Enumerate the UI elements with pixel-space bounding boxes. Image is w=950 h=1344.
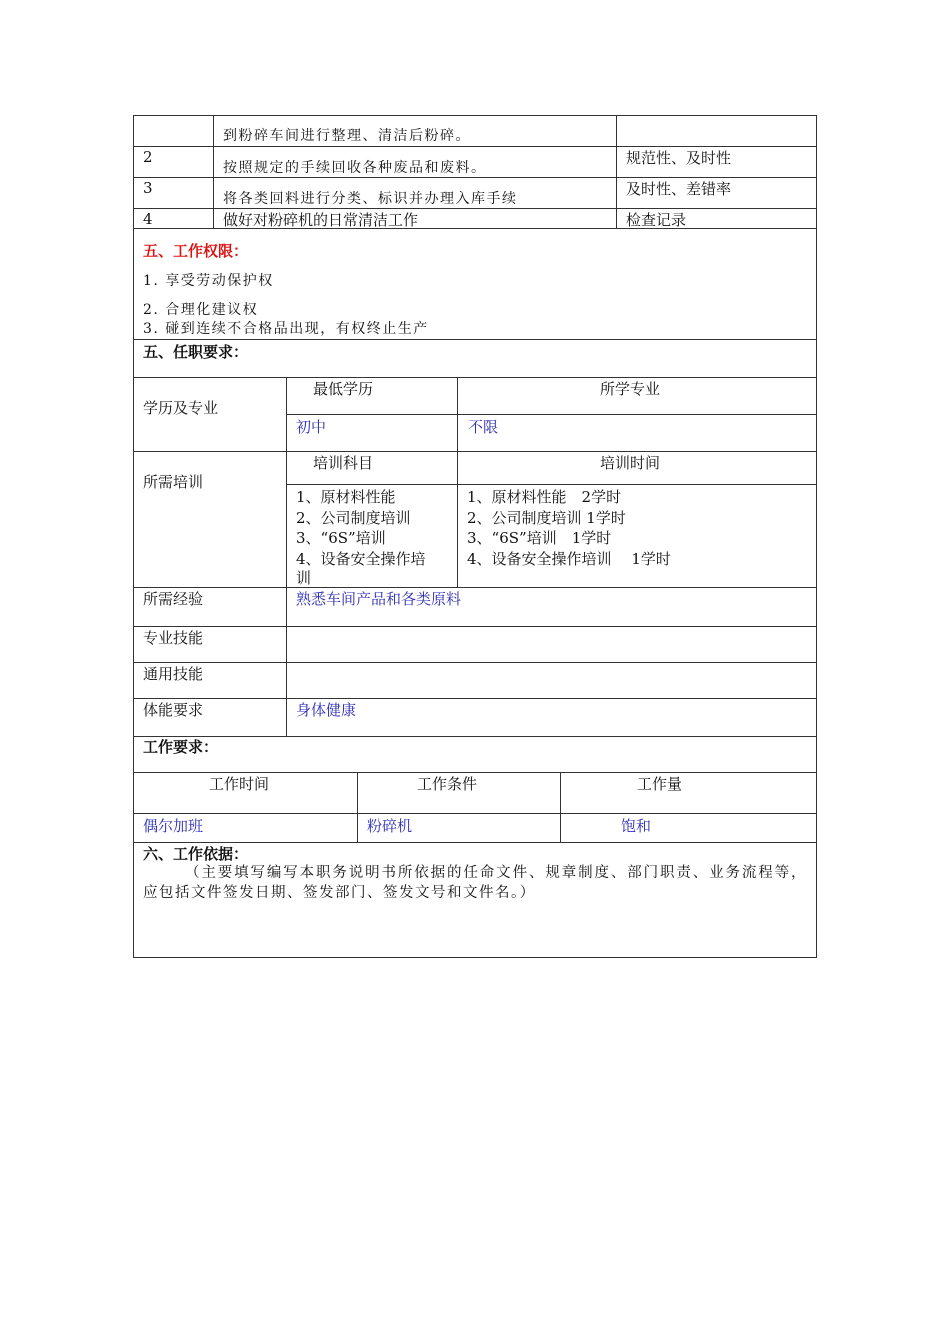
row-divider [133,626,817,627]
row-divider [133,377,817,378]
education-value: 初中 [296,418,327,436]
education-label: 学历及专业 [143,399,219,417]
professional-skills-label: 专业技能 [143,629,204,647]
duty-content: 按照规定的手续回收各种废品和废料。 [223,160,487,176]
training-subject: 1、原材料性能 [296,488,396,506]
row-divider [133,772,817,773]
physical-value: 身体健康 [296,701,357,719]
training-subject: 2、公司制度培训 [296,509,411,527]
duty-number: 4 [143,210,153,228]
duty-number: 3 [143,179,153,197]
basis-title: 六、工作依据： [143,845,249,863]
col-divider [357,772,358,842]
row-divider [133,698,817,699]
workload-header: 工作量 [637,775,683,793]
duty-standard: 及时性、差错率 [626,180,732,198]
row-divider [133,146,817,147]
work-time-header: 工作时间 [209,775,270,793]
col-divider [560,772,561,842]
training-time: 4、设备安全操作培训 1学时 [467,550,671,568]
col-divider [213,115,214,229]
duty-standard: 规范性、及时性 [626,149,732,167]
work-condition-header: 工作条件 [417,775,478,793]
row-divider [133,662,817,663]
experience-value: 熟悉车间产品和各类原料 [296,590,462,608]
basis-text: （主要填写编写本职务说明书所依据的任命文件、规章制度、部门职责、业务流程等，应包括文件签发日期、签发部门、签发文号和文件名。） [143,865,807,901]
authority-item: 3. 碰到连续不合格品出现，有权终止生产 [143,321,429,337]
workload-value: 饱和 [621,817,652,835]
training-label: 所需培训 [143,473,204,491]
duty-number: 2 [143,148,153,166]
authority-item: 1. 享受劳动保护权 [143,273,274,289]
duty-content: 将各类回料进行分类、标识并办理入库手续 [223,191,518,207]
duty-content: 到粉碎车间进行整理、清洁后粉碎。 [223,128,471,144]
row-divider [133,842,817,843]
row-divider [133,451,817,452]
education-header: 最低学历 [313,380,374,398]
row-divider [133,339,817,340]
major-value: 不限 [468,418,499,436]
row-divider [133,813,817,814]
training-subject: 3、“6S”培训 [296,529,386,547]
training-subject: 4、设备安全操作培 [296,550,426,568]
authority-item: 2. 合理化建议权 [143,302,259,318]
col-divider [457,451,458,587]
training-time: 3、“6S”培训 1学时 [467,529,612,547]
row-divider [133,736,817,737]
training-time: 2、公司制度培训 1学时 [467,509,626,527]
physical-label: 体能要求 [143,701,204,719]
work-requirements-title: 工作要求： [143,738,219,756]
major-header: 所学专业 [600,380,661,398]
work-condition-value: 粉碎机 [367,817,413,835]
row-divider [286,484,817,485]
experience-label: 所需经验 [143,590,204,608]
requirements-title: 五、任职要求： [143,343,249,361]
duty-content: 做好对粉碎机的日常清洁工作 [223,211,419,229]
col-divider [286,377,287,736]
training-time: 1、原材料性能 2学时 [467,488,622,506]
training-subject: 训 [296,569,312,587]
authority-title: 五、工作权限： [143,242,249,260]
row-divider [133,587,817,588]
training-subject-header: 培训科目 [313,454,374,472]
training-time-header: 培训时间 [600,454,661,472]
col-divider [616,115,617,229]
duty-standard: 检查记录 [626,211,687,229]
general-skills-label: 通用技能 [143,665,204,683]
row-divider [286,414,817,415]
work-time-value: 偶尔加班 [143,817,204,835]
